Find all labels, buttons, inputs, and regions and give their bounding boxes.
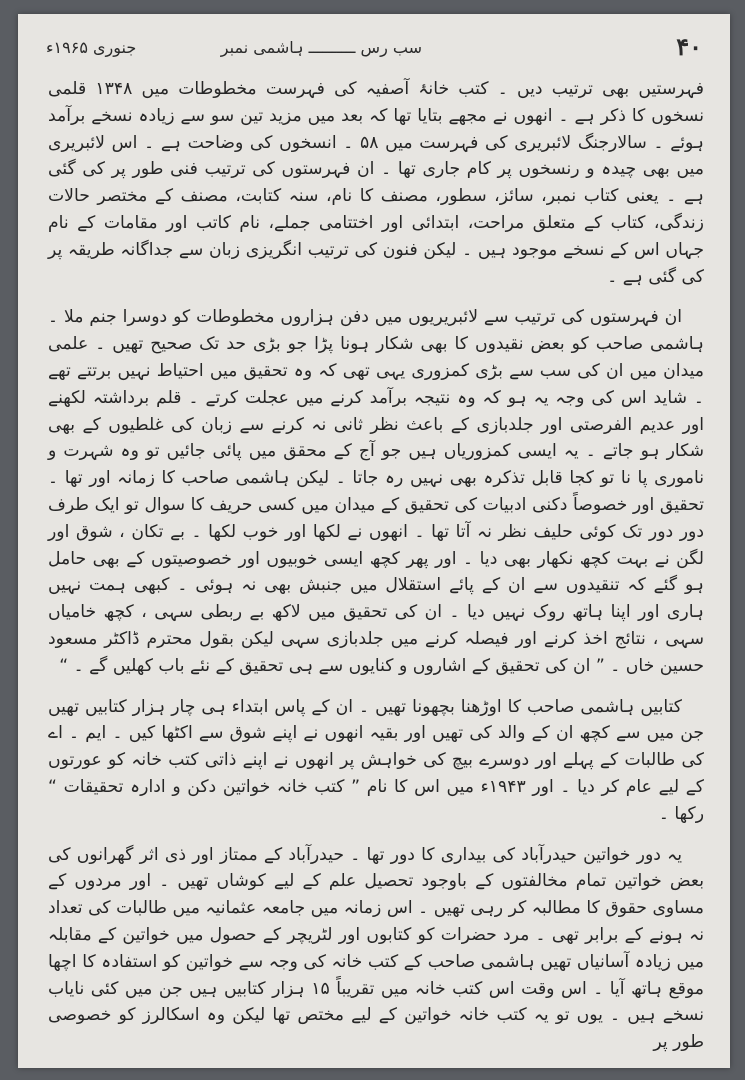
article-body xyxy=(48,76,704,1068)
paragraph: یہ دور خواتین حیدرآباد کی بیداری کا دور تھا ۔ حیدرآباد کے ممتاز اور ذی اثر گھرانوں کی بعض خواتین تمام مخالفتوں کے باوجود تحصیل علم کے لیے کوشاں تھیں ۔ اور مردوں کے مساوی حقوق کا مطالبہ کر رہی تھیں ۔ اس زمانہ میں جامعہ عثمانیہ میں طالبات کی تعداد نہ ہونے کے برابر تھی ۔ مرد حضرات کو کتابوں اور لٹریچر کے حصول میں خواتین کے مقابلہ میں زیادہ آسانیاں تھیں ہاشمی صاحب کے کتب خانہ کی وجہ سے خواتین کو استفادہ کا اچھا موقع ہاتھ آیا ۔ اس وقت اس کتب خانہ میں تقریباً ۱۵ ہزار کتابیں ہیں جن میں کئی نایاب نسخے ہیں ۔ یوں تو یہ کتب خانہ خواتین کے لیے مختص تھا لیکن وہ اسکالرز کو خصوصی طور پر xyxy=(48,844,704,1053)
paragraph: ان فہرستوں کی ترتیب سے لائبریریوں میں دفن ہزاروں مخطوطات کو دوسرا جنم ملا ۔ ہاشمی صاحب کو بعض نقیدوں کا بھی شکار ہونا پڑا جو بڑی حد تک صحیح تھیں ۔ علمی میدان میں ان کی سب سے بڑی کمزوری یہی تھی کہ وہ تحقیق میں احتیاط نہیں برتتے تھے ۔ شاید اس کی وجہ یہ ہو کہ وہ نتیجہ برآمد کرنے میں عجلت کرتے ۔ قلم برداشتہ لکھنے اور عدیم الفرصتی اور جلدبازی کے باعث نظر ثانی نہ کرنے سے زبان کی غلطیوں کے بھی شکار ہو جاتے ۔ یہ ایسی کمزوریاں ہیں جو آج کے محقق میں پائی جائیں تو وہ شہرت و ناموری پا نا تو کجا قابل تذکرہ بھی نہیں رہ جاتا ۔ لیکن ہاشمی صاحب کا زمانہ اور تھا ۔ تحقیق اور خصوصاً دکنی ادبیات کی تحقیق کے میدان میں کسی حریف کا سوال تو ایک طرف دور دور تک کوئی حلیف نظر نہ آتا تھا ۔ انھوں نے لکھا اور خوب لکھا ۔ بے تکان ، شوق اور لگن نے بہت کچھ نکھار بھی دیا ۔ اور پھر کچھ ایسی خوبیوں اور خصوصیتوں کے بھی حامل ہو گئے کہ تنقیدوں سے ان کے پائے استقلال میں جنبش بھی نہ ہوئی ۔ کبھی ہمت نہیں ہاری اور اپنا ہاتھ روک نہیں دیا ۔ ان کی تحقیق میں لاکھ بے ربطی سہی ، کچھ خامیاں سہی ، نتائج اخذ کرنے اور فیصلہ کرنے میں جلدبازی سہی لیکن بقول محترم ڈاکٹر مسعود حسین خاں ۔ ” ان کی تحقیق کے اشاروں و کنایوں سے ہی تحقیق کے نئے باب کھلیں گے ۔ “ xyxy=(48,307,704,676)
page-header xyxy=(46,32,702,64)
running-title: سب رس ــــــــــ ہاشمی نمبر xyxy=(220,38,422,57)
paragraph: فہرستیں بھی ترتیب دیں ۔ کتب خانۂ آصفیہ کی فہرست مخطوطات میں ۱۳۴۸ قلمی نسخوں کا ذکر ہے ۔ انھوں نے مجھے بتایا تھا کہ بعد میں مزید تین سو سے زیادہ نسخے برآمد ہوئے ۔ سالارجنگ لائبریری کی فہرست میں ۵۸ ۔ انسخوں کی وضاحت ہے ۔ اس لائبریری میں بھی چیدہ و رنسخوں پر کام جاری تھا ۔ ان فہرستوں کی ترتیب فنی طور پر کی گئی ہے ۔ یعنی کتاب نمبر، سائز، سطور، مصنف کا نام، سنہ کتابت، مصنف کے مختصر حالات زندگی، کتاب کے متعلق مراحت، ابتدائی اور اختتامی جملے، نام کاتب اور مقامات کے نام جہاں اس کے نسخے موجود ہیں ۔ لیکن فنون کی ترتیب انگریزی زبان سے جداگانہ طریقہ پر کی گئی ہے ۔ xyxy=(48,79,704,287)
document-page xyxy=(18,14,730,1068)
page-number: ۴۰ xyxy=(676,32,702,61)
paragraph: کتابیں ہاشمی صاحب کا اوڑھنا بچھونا تھیں ۔ ان کے پاس ابتداء ہی چار ہزار کتابیں تھیں جن میں سے کچھ ان کے والد کی تھیں اور بقیہ انھوں نے اپنے شوق سے اکٹھا کیں ۔ ایم ۔ اے کی طالبات کے پہلے اور دوسرے بیچ کی خواہش پر انھوں نے اپنے ذاتی کتب خانہ کو عورتوں کے لیے عام کر دیا ۔ اور ۱۹۴۳ء میں اس کا نام ” کتب خانہ خواتین دکن و ادارہ تحقیقات “ رکھا ۔ xyxy=(48,696,704,824)
issue-date: جنوری ۱۹۶۵ء xyxy=(46,38,137,57)
